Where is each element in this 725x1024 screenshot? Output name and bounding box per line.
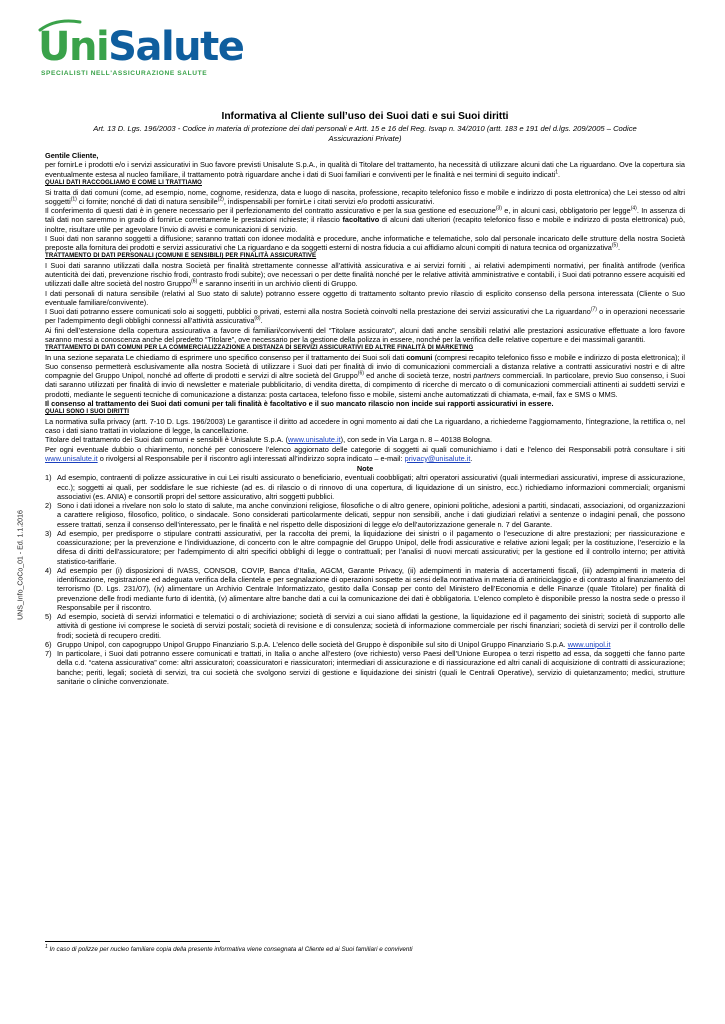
- unipol-link[interactable]: www.unipol.it: [567, 639, 611, 649]
- marketing-consent-statement: Il consenso al trattamento dei Suoi dati comuni per tali finalità è facoltativo e il suo mancato rilascio non incide sui rapporti assicurativi in essere.: [45, 398, 554, 408]
- note-item: 4) Ad esempio per (i) disposizioni di IVASS, CONSOB, COVIP, Banca d’Italia, AGCM, Garante Privacy, (ii) adempimenti in materia di accertamenti fiscali, (iii) adempimenti in materia di identificazione, registrazione ed adeguata verifica della clientela e per segnalazione di operazioni sospette ai sensi della normativa in materia di antiriciclaggio e di contrasto al finanziamento del terrorismo (D. Lgs. 231/07), (iv) alimentare un Archivio Centrale Informatizzato, gestito dalla Consap per conto del Ministero dell’Economia e delle Finanze (quale Titolare) per finalità di prevenzione delle frodi mediante furto di identità, (v) alimentare altre banche dati a cui la comunicazione dei dati è obbligatoria. L’elenco completo è disponibile presso la nostra sede o presso il Responsabile per il riscontro.: [45, 565, 685, 612]
- notes-title: Note: [356, 464, 374, 474]
- logo-brand-b: Salute: [108, 24, 244, 70]
- document-code: [14, 510, 28, 620]
- document-body: [45, 108, 685, 686]
- unisalute-logo: [38, 24, 244, 80]
- page-title: Informativa al Cliente sull’uso dei Suoi dati e sui Suoi diritti: [221, 111, 509, 122]
- section-heading-marketing: TRATTAMENTO DI DATI COMUNI PER LA COMMERCIALIZZAZIONE A DISTANZA DI SERVIZI ASSICURATIVI ED ALTRE FINALITÀ DI MARKETING: [45, 344, 474, 352]
- logo-tagline: SPECIALISTI NELL'ASSICURAZIONE SALUTE: [41, 70, 208, 77]
- diritti-paragraph-3: Per ogni eventuale dubbio o chiarimento, nonché per conoscere l’elenco aggiornato delle categorie di soggetti ai quali comunichiamo i dati e l’elenco dei Responsabili potrà consultare i siti www.unisalute.it o rivolgersi al Responsabile per il riscontro agli interessati all’indirizzo sopra indicato – e-mail: privacy@unisalute.it.: [45, 444, 685, 463]
- assicurative-paragraph-2: I dati personali di natura sensibile (relativi al Suo stato di salute) potranno essere oggetto di trattamento soltanto previo rilascio di esplicito consenso della persona interessata (Cliente o Suo eventuale familiare/convivente).: [45, 288, 685, 307]
- section-heading-finalita-assicurative: TRATTAMENTO DI DATI PERSONALI (COMUNI E SENSIBILI) PER FINALITÀ ASSICURATIVE: [45, 252, 317, 260]
- diritti-paragraph-2: Titolare del trattamento dei Suoi dati comuni e sensibili è Unisalute S.p.A. (www.unisalute.it), con sede in Via Larga n. 8 – 40138 Bologna.: [45, 435, 493, 445]
- page-subtitle: Art. 13 D. Lgs. 196/2003 - Codice in materia di protezione dei dati personali e Artt. 15 e 16 del Reg. Isvap n. 34/2010 (artt. 183 e 191 del d.lgs. 209/2005 – Codice Assicurazioni Private): [93, 124, 637, 143]
- note-item: 1) Ad esempio, contraenti di polizze assicurative in cui Lei risulti assicurato o beneficiario, eventuali coobbligati; altri operatori assicurativi (quali intermediari assicurativi, imprese di assicurazione, ecc.); soggetti ai quali, per soddisfare le sue richieste (ad es. di rilascio o di rinnovo di una copertura, di liquidazione di un sinistro, ecc.) richiediamo informazioni commerciali; organismi associativi (es. ANIA) e consortili propri del settore assicurativo, altri soggetti pubblici.: [45, 473, 685, 501]
- privacy-email-link[interactable]: privacy@unisalute.it: [404, 453, 471, 463]
- diritti-paragraph-1: La normativa sulla privacy (artt. 7-10 D. Lgs. 196/2003) Le garantisce il diritto ad accedere in ogni momento ai dati che La riguardano, a richiederne l’aggiornamento, l’integrazione, la rettifica o, nel caso i dati siano trattati in violazione di legge, la cancellazione.: [45, 416, 685, 436]
- logo-brand-a: Uni: [38, 24, 109, 70]
- footnote-divider: [45, 941, 220, 942]
- dati-paragraph-3: I Suoi dati non saranno soggetti a diffusione; saranno trattati con idonee modalità e procedure, anche informatiche e telematiche, solo dal personale incaricato delle strutture della nostra Società preposte alla fornitura dei prodotti e servizi assicurativi che La riguardano e da soggetti esterni di nostra fiducia a cui affidiamo alcuni compiti di natura tecnica od organizzativa$^{(5)}$.: [45, 233, 685, 253]
- greeting: Gentile Cliente,: [45, 151, 99, 161]
- section-heading-diritti: QUALI SONO I SUOI DIRITTI: [45, 408, 130, 416]
- note-item: 6) Gruppo Unipol, con capogruppo Unipol Gruppo Finanziario S.p.A. L’elenco delle società del Gruppo è disponibile sul sito di Unipol Gruppo Finanziario S.p.A. www.unipol.it: [45, 639, 611, 649]
- assicurative-paragraph-1: I Suoi dati saranno utilizzati dalla nostra Società per finalità strettamente connesse all’attività assicurativa e ai servizi forniti , ai relativi adempimenti normativi, per finalità antifrode (verifica autenticità dei dati, prevenzione rischio frodi, contrasto frodi subite); ove necessari o per dette finalità nonché per le relative attività amministrative e contabili, i Suoi dati potranno essere acquisiti ed utilizzati dalle altre società del nostro Gruppo$^{(6)}$ e saranno inseriti in un archivio clienti di Gruppo.: [45, 260, 685, 289]
- note-item: 5) Ad esempio, società di servizi informatici e telematici o di archiviazione; società di servizi a cui siano affidati la gestione, la liquidazione ed il pagamento dei sinistri; società di supporto alle attività di gestione ivi comprese le società di servizi postali; società di revisione e di consulenza; società di informazione commerciale per rischi finanziari; società di servizi per il controllo delle frodi; società di recupero crediti.: [45, 612, 685, 640]
- notes-list: [45, 473, 685, 686]
- document-code-text: UNS_Info_CoCo_01 - Ed. 1.1.2016: [17, 510, 25, 620]
- note-item: 7) In particolare, i Suoi dati potranno essere comunicati e trattati, in Italia o anche all’estero (ove richiesto) verso Paesi dell’Unione Europea o terzi rispetto ad essa, da soggetti che fanno parte della c.d. “catena assicurativa” come: altri assicuratori; coassicuratori e riassicuratori; intermediari di assicurazione e di riassicurazione ed altri canali di acquisizione di contratti di assicurazione; banche; periti, legali; società di servizi, tra cui società che svolgono servizi di gestione e liquidazione dei sinistri (quali le Centrali Operative), servizio di quietanzamento; medici, strutture sanitarie o cliniche convenzionate.: [45, 649, 685, 686]
- note-item: 2) Sono i dati idonei a rivelare non solo lo stato di salute, ma anche convinzioni religiose, filosofiche o di altro genere, opinioni politiche, adesioni a partiti, sindacati, associazioni, od organizzazioni a carattere religioso, filosofico, politico, o sindacale. Sono considerati particolarmente delicati, seppur non sensibili, anche i dati giudiziari relativi a sentenze o indagini penali, che possono essere trattati, senza il consenso dell’interessato, per le finalità e nel rispetto delle disposizioni di legge e/o dell’autorizzazione generale n. 7 del Garante.: [45, 501, 685, 529]
- assicurative-paragraph-3: I Suoi dati potranno essere comunicati solo ai soggetti, pubblici o privati, esterni alla nostra Società coinvolti nella prestazione dei servizi assicurativi che La riguardano$^{(7)}$ o in operazioni necessarie per l’adempimento degli obblighi connessi all’attività assicurativa$^{(8)}$.: [45, 306, 685, 326]
- dati-paragraph-1: Si tratta di dati comuni (come, ad esempio, nome, cognome, residenza, data e luogo di nascita, professione, recapito telefonico fisso e mobile e indirizzo di posta elettronica) che Lei stesso od altri soggetti$^{(1)}$ ci fornite; nonché di dati di natura sensibile$^{(2)}$, indispensabili per fornirLe i citati servizi e/o prodotti assicurativi.: [45, 187, 685, 206]
- logo-wordmark: [38, 24, 243, 70]
- unisalute-link[interactable]: www.unisalute.it: [288, 435, 341, 445]
- unisalute-link-2[interactable]: www.unisalute.it: [45, 453, 98, 463]
- dati-paragraph-2: Il conferimento di questi dati è in genere necessario per il perfezionamento del contratto assicurativo e per la sua gestione ed esecuzione$^{(3)}$ e, in alcuni casi, obbligatorio per legge$^{(4)}$. In assenza di tali dati non saremmo in grado di fornirLe correttamente le prestazioni richieste; il rilascio facoltativo di alcuni dati ulteriori (recapito telefonico fisso e mobile e indirizzo di posta elettronica) può, inoltre, risultare utile per agevolare l’invio di avvisi e comunicazioni di servizio.: [45, 205, 685, 234]
- intro-paragraph: per fornirLe i prodotti e/o i servizi assicurativi in Suo favore previsti Unisalute S.p.A., in qualità di Titolare del trattamento, ha necessità di utilizzare alcuni dati che La riguardano. Ove la copertura sia eventualmente estesa al nucleo familiare, il trattamento potrà riguardare anche i dati di Suoi familiari e conviventi per le finalità e nei termini di seguito indicati$^1$.: [45, 160, 685, 179]
- footnote: $^1$ In caso di polizze per nucleo familiare copia della presente informativa viene consegnata al Cliente ed ai Suoi familiari e conviventi: [45, 943, 413, 953]
- section-heading-dati: QUALI DATI RACCOGLIAMO E COME LI TRATTIAMO: [45, 178, 202, 186]
- note-item: 3) Ad esempio, per predisporre o stipulare contratti assicurativi, per la raccolta dei premi, la liquidazione dei sinistri o il pagamento o l’esecuzione di altre prestazioni; per riassicurazione e coassicurazione; per la prevenzione e l’individuazione, di concerto con le altre compagnie del Gruppo Unipol, delle frodi assicurative e relative azioni legali; per la costituzione, l’esercizio e la difesa di diritti dell'assicuratore; per l’adempimento di altri specifici obblighi di legge o contrattuali; per l’analisi di nuovi mercati assicurativi; per la gestione ed il controllo interno; per attività statistico-tariffarie.: [45, 528, 685, 566]
- marketing-paragraph-1: In una sezione separata Le chiediamo di esprimere uno specifico consenso per il trattamento dei Suoi soli dati comuni (compresi recapito telefonico fisso e mobile e indirizzo di posta elettronica); il Suo consenso permetterà esclusivamente alla nostra Società di utilizzare i Suoi dati per finalità di invio di comunicazioni commerciali a distanza relative a contratti assicurativi nostri e di altre compagnie del Gruppo Unipol, nonché ad offerte di prodotti e servizi di altre società del Gruppo$^{(6)}$ ed anche di società terze, nostri partners commerciali. In particolare, previo Suo consenso, i Suoi dati saranno utilizzati per finalità di invio di newsletter e materiale pubblicitario, di vendita diretta, di compimento di ricerche di mercato o di comunicazioni commerciali attinenti ai suddetti servizi e prodotti, mediante le seguenti tecniche di comunicazione a distanza: posta cartacea, telefono fisso e mobile, sistemi anche automatizzati di chiamata, e-mail, fax e SMS o MMS.: [45, 352, 685, 399]
- assicurative-paragraph-4: Ai fini dell’estensione della copertura assicurativa a favore di familiari/conviventi del “Titolare assicurato”, alcuni dati anche sensibili relativi alle prestazioni assicurative effettuate a loro favore saranno messi a conoscenza anche del predetto “Titolare”, ove necessario per la gestione della polizza in essere, nonché per la verifica delle relative coperture e dei massimali garantiti.: [45, 325, 685, 344]
